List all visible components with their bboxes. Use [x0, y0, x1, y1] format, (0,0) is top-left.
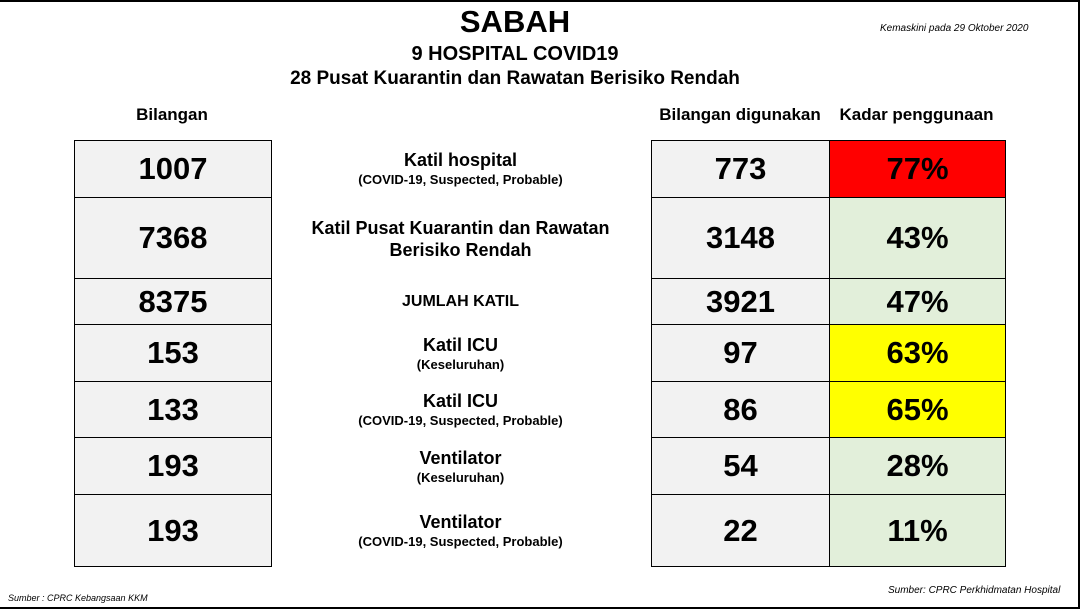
rate-cell: 63% — [830, 325, 1005, 382]
row-label — [270, 140, 651, 198]
updated-date: Kemaskini pada 29 Oktober 2020 — [880, 23, 1029, 34]
rate-cell: 11% — [830, 495, 1005, 566]
row-label-sub: (Keseluruhan) — [416, 356, 505, 372]
column-header-used: Bilangan digunakan — [659, 105, 821, 124]
row-label-main: Katil Pusat Kuarantin dan Rawatan Berisiko Rendah — [311, 217, 610, 260]
rate-cell: 47% — [830, 279, 1005, 325]
row-label-main: Katil ICU — [422, 334, 498, 355]
page-subtitle: 9 HOSPITAL COVID19 — [411, 43, 619, 65]
source-left: Sumber : CPRC Kebangsaan KKM — [8, 593, 148, 603]
used-cell: 773 — [652, 141, 830, 198]
used-cell: 3921 — [652, 279, 830, 325]
rate-cell: 28% — [830, 438, 1005, 495]
row-label — [270, 438, 651, 495]
row-label-sub: (COVID-19, Suspected, Probable) — [358, 533, 563, 549]
count-cell: 7368 — [75, 198, 271, 279]
row-label — [270, 279, 651, 325]
page-subtitle-2: 28 Pusat Kuarantin dan Rawatan Berisiko Rendah — [290, 68, 740, 89]
count-cell: 193 — [75, 495, 271, 566]
frame-top-border — [0, 0, 1080, 2]
used-cell: 3148 — [652, 198, 830, 279]
column-header-count: Bilangan — [136, 105, 208, 124]
row-label-main: JUMLAH KATIL — [401, 293, 520, 310]
count-cell: 1007 — [75, 141, 271, 198]
count-table — [74, 140, 272, 567]
page-title: SABAH — [459, 4, 571, 39]
used-cell: 22 — [652, 495, 830, 566]
count-cell: 153 — [75, 325, 271, 382]
count-cell: 8375 — [75, 279, 271, 325]
usage-table — [651, 140, 1006, 567]
row-label-main: Ventilator — [419, 447, 502, 468]
row-label-sub: (COVID-19, Suspected, Probable) — [358, 413, 563, 428]
row-label-main: Ventilator — [419, 511, 502, 532]
column-header-rate: Kadar penggunaan — [839, 105, 994, 124]
row-label — [270, 325, 651, 382]
rate-cell: 77% — [830, 141, 1005, 198]
used-cell: 97 — [652, 325, 830, 382]
count-cell: 193 — [75, 438, 271, 495]
count-cell: 133 — [75, 382, 271, 438]
row-label — [270, 382, 651, 438]
row-label-main: Katil hospital — [403, 150, 517, 170]
row-labels — [270, 140, 651, 566]
rate-cell: 65% — [830, 382, 1005, 438]
row-label-sub: (Keseluruhan) — [416, 469, 505, 485]
used-cell: 54 — [652, 438, 830, 495]
row-label — [270, 198, 651, 279]
row-label-main: Katil ICU — [422, 391, 498, 411]
rate-cell: 43% — [830, 198, 1005, 279]
source-right: Sumber: CPRC Perkhidmatan Hospital — [888, 585, 1061, 596]
row-label-sub: (COVID-19, Suspected, Probable) — [358, 172, 563, 187]
used-cell: 86 — [652, 382, 830, 438]
row-label — [270, 495, 651, 566]
